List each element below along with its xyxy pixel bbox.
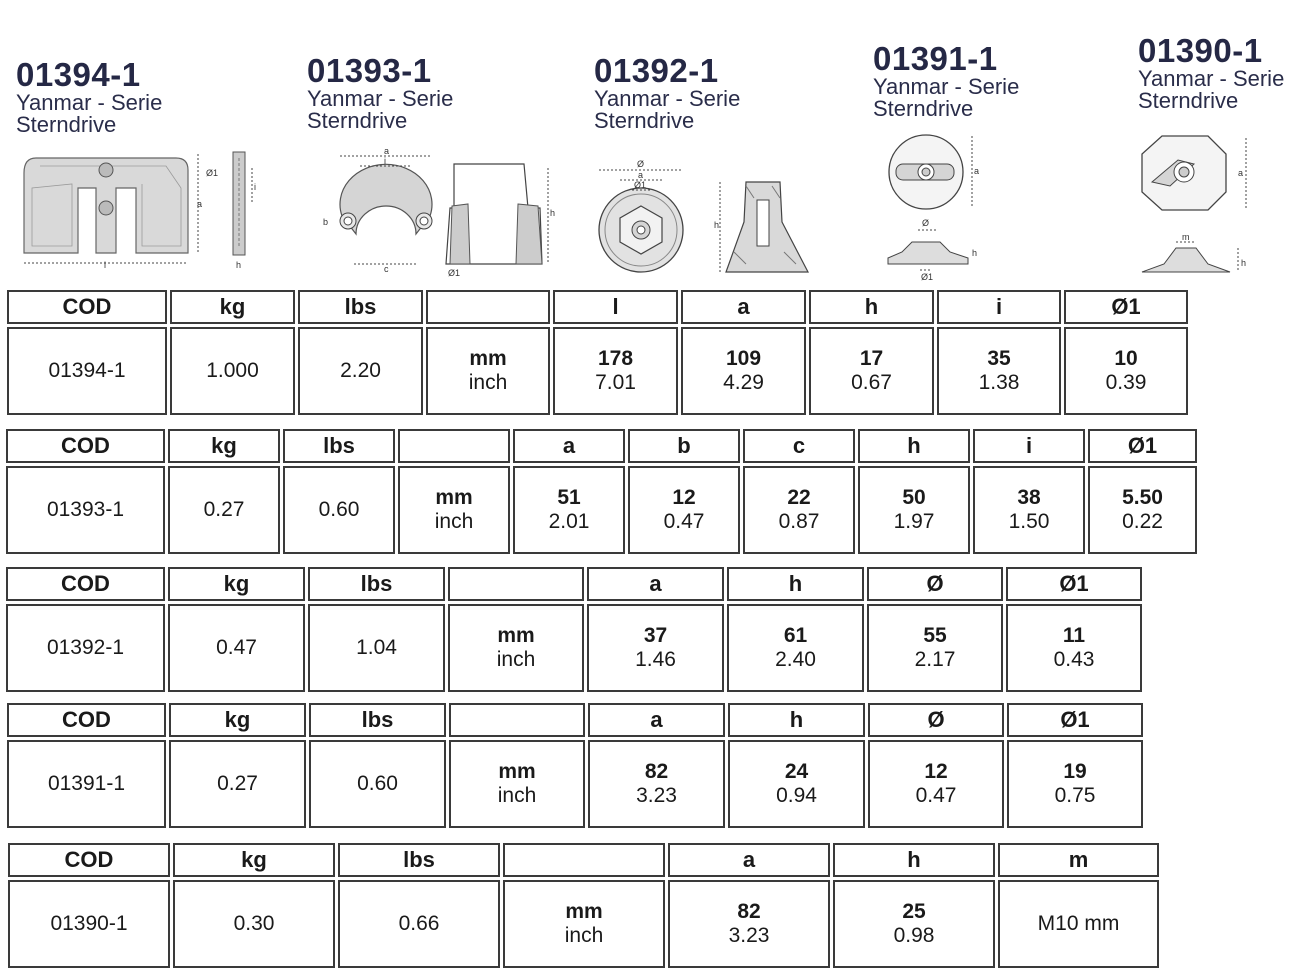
header-cell: kg bbox=[168, 429, 280, 463]
lbs-cell: 0.60 bbox=[283, 466, 395, 554]
dim-label-m: m bbox=[1182, 232, 1190, 242]
table-header-row bbox=[7, 703, 1143, 737]
inch-value: 4.29 bbox=[723, 371, 764, 394]
mm-value: 12 bbox=[672, 486, 696, 509]
product-code: 01390-1 bbox=[1138, 32, 1263, 69]
unit-inch: inch bbox=[434, 510, 474, 533]
header-cell: COD bbox=[6, 429, 165, 463]
cod-cell: 01391-1 bbox=[7, 740, 166, 828]
header-cell: a bbox=[681, 290, 806, 324]
header-cell: a bbox=[587, 567, 724, 601]
header-cell: kg bbox=[169, 703, 306, 737]
mm-value: 55 bbox=[923, 624, 947, 647]
table-row bbox=[7, 740, 1143, 828]
dim-cell bbox=[868, 740, 1004, 828]
header-cell: l bbox=[553, 290, 678, 324]
dim-label-h: h bbox=[1241, 258, 1247, 268]
spec-table-01391-1 bbox=[4, 700, 1146, 831]
dim-cell bbox=[1088, 466, 1197, 554]
dim-label-o1: Ø1 bbox=[448, 268, 461, 278]
header-cell: Ø bbox=[868, 703, 1004, 737]
header-cell: h bbox=[858, 429, 970, 463]
header-cell: lbs bbox=[298, 290, 423, 324]
unit-cell bbox=[448, 604, 584, 692]
kg-cell: 0.47 bbox=[168, 604, 305, 692]
kg-cell: 0.30 bbox=[173, 880, 335, 968]
product-series: Yanmar - Serie bbox=[1138, 66, 1285, 91]
drawing-01390-1 bbox=[1138, 130, 1258, 278]
dim-cell bbox=[513, 466, 625, 554]
drawing-01394-1 bbox=[16, 148, 256, 273]
dim-label-l: l bbox=[104, 260, 106, 270]
cod-cell: 01393-1 bbox=[6, 466, 165, 554]
dim-cell bbox=[743, 466, 855, 554]
product-heading-01392-1 bbox=[594, 54, 740, 132]
header-cell bbox=[448, 567, 584, 601]
inch-value: 0.43 bbox=[1053, 648, 1095, 671]
lbs-cell: 0.66 bbox=[338, 880, 500, 968]
inch-value: 1.97 bbox=[893, 510, 935, 533]
mm-value: 25 bbox=[902, 900, 926, 923]
dim-cell bbox=[728, 740, 865, 828]
inch-value: 0.47 bbox=[663, 510, 705, 533]
header-cell: lbs bbox=[283, 429, 395, 463]
header-cell: a bbox=[588, 703, 725, 737]
dim-cell bbox=[628, 466, 740, 554]
m-value-cell: M10 mm bbox=[998, 880, 1159, 968]
drawing-01391-1 bbox=[884, 130, 984, 282]
dim-label-a: a bbox=[1238, 168, 1244, 178]
header-cell: Ø1 bbox=[1088, 429, 1197, 463]
unit-cell bbox=[426, 327, 550, 415]
dim-label-o: Ø bbox=[637, 159, 645, 169]
header-cell: h bbox=[727, 567, 864, 601]
unit-mm: mm bbox=[469, 347, 507, 370]
header-cell bbox=[398, 429, 510, 463]
product-heading-01391-1 bbox=[873, 42, 1019, 120]
unit-inch: inch bbox=[496, 648, 536, 671]
unit-mm: mm bbox=[435, 486, 473, 509]
cod-cell: 01390-1 bbox=[8, 880, 170, 968]
table-header-row bbox=[7, 290, 1188, 324]
dim-cell bbox=[937, 327, 1061, 415]
dim-cell bbox=[833, 880, 995, 968]
header-cell: h bbox=[833, 843, 995, 877]
cod-cell: 01392-1 bbox=[6, 604, 165, 692]
drawing-01392-1 bbox=[596, 156, 821, 278]
dim-cell bbox=[727, 604, 864, 692]
header-cell: lbs bbox=[338, 843, 500, 877]
dim-label-h: h bbox=[714, 220, 720, 230]
unit-mm: mm bbox=[565, 900, 603, 923]
unit-mm: mm bbox=[498, 760, 536, 783]
product-heading-01393-1 bbox=[307, 54, 453, 132]
header-cell: a bbox=[513, 429, 625, 463]
dim-cell bbox=[1006, 604, 1142, 692]
inch-value: 0.75 bbox=[1054, 784, 1096, 807]
unit-inch: inch bbox=[497, 784, 537, 807]
header-cell bbox=[449, 703, 585, 737]
dim-cell bbox=[809, 327, 934, 415]
inch-value: 1.50 bbox=[1008, 510, 1050, 533]
table-row bbox=[7, 327, 1188, 415]
table-header-row bbox=[6, 429, 1197, 463]
product-type: Sterndrive bbox=[16, 112, 117, 137]
dim-label-a: a bbox=[638, 170, 644, 180]
dim-label-o1: Ø1 bbox=[921, 272, 934, 282]
dim-label-h: h bbox=[550, 208, 556, 218]
inch-value: 0.47 bbox=[915, 784, 957, 807]
mm-value: 35 bbox=[987, 347, 1011, 370]
inch-value: 2.40 bbox=[775, 648, 816, 671]
product-series: Yanmar - Serie bbox=[16, 90, 163, 115]
dim-cell bbox=[588, 740, 725, 828]
inch-value: 3.23 bbox=[728, 924, 770, 947]
inch-value: 0.94 bbox=[776, 784, 817, 807]
mm-value: 61 bbox=[783, 624, 808, 647]
inch-value: 0.67 bbox=[851, 371, 892, 394]
table-row bbox=[6, 604, 1142, 692]
dim-label-b: b bbox=[323, 217, 329, 227]
unit-cell bbox=[449, 740, 585, 828]
header-cell: lbs bbox=[308, 567, 445, 601]
inch-value: 0.39 bbox=[1105, 371, 1147, 394]
dim-cell bbox=[973, 466, 1085, 554]
inch-value: 3.23 bbox=[636, 784, 677, 807]
inch-value: 2.01 bbox=[548, 510, 590, 533]
spec-table-01390-1 bbox=[5, 840, 1162, 971]
header-cell: Ø bbox=[867, 567, 1003, 601]
header-cell: b bbox=[628, 429, 740, 463]
mm-value: 50 bbox=[902, 486, 926, 509]
dim-label-a: a bbox=[197, 199, 203, 209]
inch-value: 0.98 bbox=[893, 924, 935, 947]
mm-value: 178 bbox=[597, 347, 634, 370]
mm-value: 19 bbox=[1063, 760, 1087, 783]
mm-value: 109 bbox=[725, 347, 762, 370]
product-type: Sterndrive bbox=[594, 108, 695, 133]
spec-table-01392-1 bbox=[3, 564, 1145, 695]
header-cell: COD bbox=[6, 567, 165, 601]
dim-cell bbox=[681, 327, 806, 415]
table-row bbox=[6, 466, 1197, 554]
dim-label-a: a bbox=[974, 166, 980, 176]
product-type: Sterndrive bbox=[307, 108, 408, 133]
lbs-cell: 2.20 bbox=[298, 327, 423, 415]
kg-cell: 0.27 bbox=[169, 740, 306, 828]
header-cell: COD bbox=[7, 703, 166, 737]
dim-label-i: i bbox=[254, 182, 256, 192]
product-series: Yanmar - Serie bbox=[307, 86, 454, 111]
inch-value: 0.22 bbox=[1122, 510, 1163, 533]
header-cell: COD bbox=[8, 843, 170, 877]
header-cell: a bbox=[668, 843, 830, 877]
header-cell: kg bbox=[173, 843, 335, 877]
mm-value: 82 bbox=[737, 900, 761, 923]
drawing-01393-1 bbox=[318, 146, 563, 279]
dim-label-o1: Ø1 bbox=[634, 180, 647, 190]
product-heading-01390-1 bbox=[1138, 34, 1284, 112]
product-code: 01391-1 bbox=[873, 40, 998, 77]
inch-value: 2.17 bbox=[914, 648, 956, 671]
mm-value: 10 bbox=[1114, 347, 1138, 370]
header-cell: kg bbox=[170, 290, 295, 324]
unit-cell bbox=[503, 880, 665, 968]
mm-value: 82 bbox=[644, 760, 669, 783]
dim-cell bbox=[1007, 740, 1143, 828]
dim-cell bbox=[553, 327, 678, 415]
dim-label-i: i bbox=[384, 156, 386, 166]
mm-value: 51 bbox=[557, 486, 581, 509]
header-cell: COD bbox=[7, 290, 167, 324]
header-cell: h bbox=[809, 290, 934, 324]
dim-label-c: c bbox=[384, 264, 389, 274]
table-header-row bbox=[8, 843, 1159, 877]
product-type: Sterndrive bbox=[873, 96, 974, 121]
header-cell: Ø1 bbox=[1007, 703, 1143, 737]
spec-table-01394-1 bbox=[4, 287, 1191, 418]
mm-value: 24 bbox=[784, 760, 809, 783]
lbs-cell: 1.04 bbox=[308, 604, 445, 692]
product-code: 01392-1 bbox=[594, 52, 719, 89]
table-header-row bbox=[6, 567, 1142, 601]
header-cell bbox=[503, 843, 665, 877]
header-cell: lbs bbox=[309, 703, 446, 737]
header-cell: i bbox=[973, 429, 1085, 463]
product-series: Yanmar - Serie bbox=[873, 74, 1020, 99]
header-cell: kg bbox=[168, 567, 305, 601]
header-cell: i bbox=[937, 290, 1061, 324]
product-type: Sterndrive bbox=[1138, 88, 1239, 113]
inch-value: 1.46 bbox=[635, 648, 676, 671]
unit-cell bbox=[398, 466, 510, 554]
cod-cell: 01394-1 bbox=[7, 327, 167, 415]
kg-cell: 1.000 bbox=[170, 327, 295, 415]
unit-inch: inch bbox=[468, 371, 508, 394]
unit-inch: inch bbox=[564, 924, 604, 947]
dim-cell bbox=[587, 604, 724, 692]
product-code: 01393-1 bbox=[307, 52, 432, 89]
lbs-cell: 0.60 bbox=[309, 740, 446, 828]
dim-cell bbox=[1064, 327, 1188, 415]
header-cell: h bbox=[728, 703, 865, 737]
header-cell: m bbox=[998, 843, 1159, 877]
spec-table-01393-1 bbox=[3, 426, 1200, 557]
table-row bbox=[8, 880, 1159, 968]
dim-cell bbox=[668, 880, 830, 968]
inch-value: 0.87 bbox=[778, 510, 820, 533]
mm-value: 38 bbox=[1017, 486, 1041, 509]
product-code: 01394-1 bbox=[16, 56, 141, 93]
dim-label-h: h bbox=[972, 248, 978, 258]
dim-cell bbox=[867, 604, 1003, 692]
mm-value: 11 bbox=[1062, 624, 1086, 647]
dim-cell bbox=[858, 466, 970, 554]
header-cell: Ø1 bbox=[1064, 290, 1188, 324]
mm-value: 5.50 bbox=[1122, 486, 1163, 509]
product-heading-01394-1 bbox=[16, 58, 162, 136]
unit-mm: mm bbox=[497, 624, 535, 647]
inch-value: 7.01 bbox=[595, 371, 636, 394]
header-cell bbox=[426, 290, 550, 324]
kg-cell: 0.27 bbox=[168, 466, 280, 554]
inch-value: 1.38 bbox=[978, 371, 1020, 394]
dim-label-o: Ø bbox=[922, 218, 930, 228]
product-series: Yanmar - Serie bbox=[594, 86, 741, 111]
mm-value: 22 bbox=[787, 486, 811, 509]
dim-label-o1: Ø1 bbox=[206, 168, 219, 178]
header-cell: Ø1 bbox=[1006, 567, 1142, 601]
mm-value: 37 bbox=[643, 624, 668, 647]
mm-value: 12 bbox=[924, 760, 948, 783]
header-cell: c bbox=[743, 429, 855, 463]
mm-value: 17 bbox=[859, 347, 884, 370]
dim-label-a: a bbox=[384, 146, 390, 156]
dim-label-h: h bbox=[236, 260, 242, 270]
